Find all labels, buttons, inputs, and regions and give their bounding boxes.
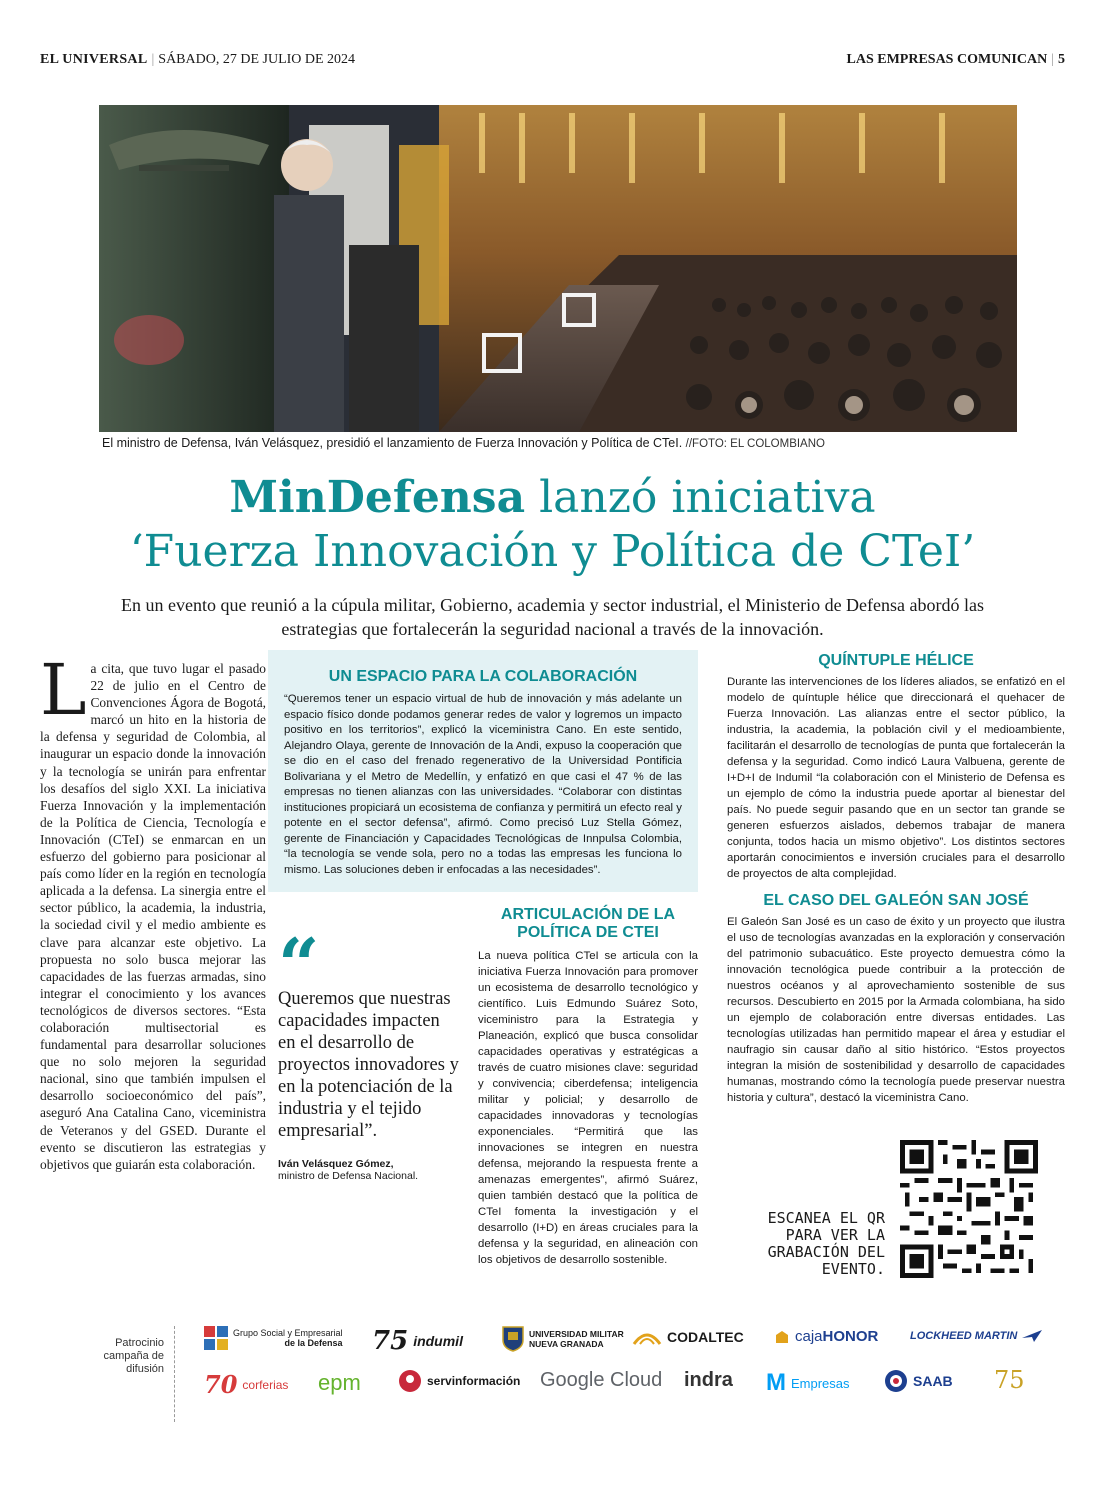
collaboration-title: UN ESPACIO PARA LA COLABORACIÓN [328, 668, 638, 685]
newspaper-name: EL UNIVERSAL [40, 52, 148, 67]
star-icon [1022, 1330, 1042, 1342]
gse-line-1: Grupo Social y Empresarial [233, 1328, 343, 1338]
articulacion-text: La nueva política CTeI se articula con la iniciativa Fuerza Innovación para promover un ecosistema de desarrollo tecnológico y científico. Luis Edmundo Suárez Soto, viceministro para la Estrategia y Planeación, explicó que busca consolidar capacidades operativas y estratégicas a través de cuatro misiones clave: seguridad y convivencia; ciberdefensa; inteligencia militar y policial; y desarrollo de capacidades innovadoras y tecnologías exponenciales. “Permitirá que las innovaciones se integren en nuestra defensa, mejorando la respuesta frente a amenazas emergentes”, afirmó Suárez, quien también destacó que la política de CTeI fomenta la investigación y el desarrollo (I+D) en áreas cruciales para la defensa y la seguridad, en alineación con los objetivos de desarrollo sostenible. [478, 950, 698, 1266]
caption-text: El ministro de Defensa, Iván Velásquez, presidió el lanzamiento de Fuerza Innovación y Política de CTeI. [102, 436, 683, 450]
logo-cajahonor [774, 1328, 878, 1345]
movistar-icon: M [766, 1369, 786, 1396]
qr-code-graphic [900, 1140, 1038, 1278]
issue-date: SÁBADO, 27 DE JULIO DE 2024 [158, 52, 356, 67]
caja-text: caja [795, 1328, 823, 1345]
helice-text: Durante las intervenciones de los líderes aliados, se enfatizó en el modelo de quíntuple hélice que direccionará el quehacer de Fuerza Innovación. Las alianzas entre el sector público, la industria, la academia, la población civil y el medioambiente, facilitarán el desarrollo de tecnologías de punta que fortalecerán la defensa y la seguridad. Como indicó Laura Valbuena, gerente de I+D+I de Indumil “la colaboración con el Ministerio de Defensa es un ejemplo de cómo la industria puede aportar al bienestar del país. No puede seguir pasando que en un sector tan grande se generen esfuerzos aislados, debemos trabajar de manera conjunta, todos hacia un mismo objetivo”. Los distintos sectores aportarán conocimientos e inversión cruciales para el desarrollo de proyectos de alta complejidad. [727, 676, 1065, 880]
helice-title: QUÍNTUPLE HÉLICE [818, 652, 974, 669]
header-separator: | [1051, 52, 1054, 67]
quote-text: Queremos que nuestras capacidades impacten en el desarrollo de proyectos innovadores y en la potenciación de la industria y el tejido empresarial”. [278, 989, 459, 1141]
logo-codaltec [632, 1328, 744, 1346]
indumil-name: indumil [413, 1333, 463, 1349]
quote-author: Iván Velásquez Gómez, [278, 1158, 394, 1170]
empresas-name: Empresas [791, 1375, 850, 1391]
arc-icon [632, 1328, 662, 1346]
logo-anniversary [994, 1366, 1025, 1394]
logo-google-cloud [540, 1369, 662, 1392]
corferias-number: 70 [204, 1370, 238, 1399]
header-separator: | [151, 52, 155, 67]
anniversary-number: 75 [994, 1366, 1025, 1394]
section-name: LAS EMPRESAS COMUNICAN [846, 52, 1048, 67]
indra-name: indra [684, 1369, 733, 1391]
gse-line-2: de la Defensa [284, 1338, 343, 1348]
logo-movistar-empresas [766, 1369, 850, 1397]
collaboration-text: “Queremos tener un espacio virtual de hub de innovación y más adelante un espacio físico donde podamos generar redes de valor y logremos un impacto positivo en los territorios”, explicó la viceministra Cano. En este sentido, Alejandro Olaya, gerente de Innovación de la Andi, expuso la cooperación que se dio en el caso del frenado regenerativo de la Universidad Pontificia Bolivariana y el Metro de Medellín, y enfatizó en que casi el 47 % de las empresas no tienen alianzas con las universidades. “Colaborar con distintas instituciones propiciará un ecosistema de confianza y permitirá un efecto real y potente en el sector defensa”, afirmó. Como precisó Luz Stella Gómez, gerente de Financiación y Capacidades Tecnológicas de Innpulsa Colombia, “la tecnología se vende sola, pero no a todas las empresas les funciona lo mismo. Las soluciones deben ir enfocadas a las necesidades”. [284, 693, 682, 876]
photo-caption [102, 436, 825, 450]
epm-name: epm [318, 1370, 361, 1395]
headline-line-1 [40, 470, 1065, 526]
crest-icon [774, 1329, 790, 1345]
servinformacion-name: servinformación [427, 1374, 521, 1388]
saab-name: SAAB [913, 1373, 953, 1389]
galeon-column [727, 892, 1065, 1106]
logo-indra [684, 1369, 733, 1392]
header-left [40, 52, 355, 68]
headline-line-2: ‘Fuerza Innovación y Política de CTeI’ [129, 526, 976, 577]
umng-text [529, 1329, 624, 1349]
puzzle-icon [204, 1326, 228, 1350]
lead-column [40, 649, 266, 1173]
umng-line-2: NUEVA GRANADA [529, 1339, 604, 1349]
quote-role: ministro de Defensa Nacional. [278, 1170, 419, 1182]
lead-text: a cita, que tuvo lugar el pasado 22 de julio en el Centro de Convenciones Ágora de Bogotá, marcó un hito en la historia de la defensa y seguridad de Colombia, al inaugurar un espacio donde la innovación y la tecnología se unirán para enfrentar los desafíos del siglo XXI. La iniciativa Fuerza Innovación y la implementación de la Política de Ciencia, Tecnología e Innovación (CTeI) se enmarcan en un esfuerzo del gobierno para posicionar al país como líder en la región en tecnología aplicada a la defensa. La sinergia entre el sector público, la academia, la industria, la sociedad civil y el medio ambiente es clave para alcanzar este objetivo. La propuesta no solo busca mejorar las capacidades de las fuerzas armadas, sino integrar el conocimiento y los avances tecnológicos de diversos sectores. “Esta colaboración multisectorial es fundamental para desarrollar soluciones que no solo mejoren la seguridad nacional, sino que también impulsen el desarrollo socioeconómico del país”, aseguró Ana Catalina Cano, viceministra de Veteranos y del GSED. Durante el evento se discutieron las estrategias y objetivos que guiarán esta colaboración. [40, 661, 266, 1172]
corferias-name: corferias [242, 1377, 289, 1392]
collaboration-box [268, 650, 698, 892]
shield-icon [502, 1326, 524, 1352]
codaltec-name: CODALTEC [667, 1329, 744, 1345]
logo-servinformacion [398, 1369, 520, 1393]
honor-text: HONOR [822, 1328, 879, 1345]
event-photo [99, 105, 1017, 432]
sponsor-divider [174, 1326, 175, 1422]
qr-code-icon[interactable] [900, 1140, 1038, 1278]
logo-saab [884, 1369, 953, 1393]
logo-indumil [372, 1326, 463, 1356]
helice-column [727, 652, 1065, 882]
logo-umng [502, 1326, 624, 1352]
quote-mark-icon: “ [278, 922, 320, 1007]
qr-label: ESCANEA EL QR PARA VER LA GRABACIÓN DEL EVENTO. [767, 1209, 885, 1278]
photo-credit: //FOTO: EL COLOMBIANO [685, 438, 825, 450]
articulacion-title: ARTICULACIÓN DE LA POLÍTICA DE CTEI [500, 906, 676, 941]
google-cloud-name: Google Cloud [540, 1369, 663, 1391]
article-deck: En un evento que reunió a la cúpula militar, Gobierno, academia y sector industrial, el Ministerio de Defensa abordó las estrategias que fortalecerán la seguridad nacional a través de la innovación. [121, 595, 984, 639]
event-photo-illustration [99, 105, 1017, 432]
gse-text [233, 1328, 343, 1348]
drop-cap: L [40, 649, 87, 731]
umng-line-1: UNIVERSIDAD MILITAR [529, 1329, 624, 1339]
logo-corferias [204, 1370, 288, 1399]
logo-epm [318, 1370, 361, 1396]
lockheed-name: LOCKHEED MARTIN [910, 1330, 1018, 1342]
pull-quote [278, 922, 460, 1182]
articulacion-column [478, 906, 698, 1268]
headline-rest: lanzó iniciativa [525, 472, 876, 523]
logo-gse-defensa [204, 1326, 343, 1350]
logo-lockheed-martin [910, 1330, 1042, 1342]
page-number: 5 [1058, 52, 1065, 67]
indumil-number: 75 [372, 1326, 409, 1356]
pin-icon [398, 1369, 422, 1393]
galeon-title: EL CASO DEL GALEÓN SAN JOSÉ [763, 892, 1029, 909]
header-right [847, 52, 1066, 68]
emblem-icon [884, 1369, 908, 1393]
sponsor-label: Patrocinio campaña de difusión [103, 1337, 164, 1375]
page-header [40, 52, 1065, 74]
galeon-text: El Galeón San José es un caso de éxito y un proyecto que ilustra el uso de tecnologías avanzadas en la exploración y conservación del patrimonio subacuático. Este proyecto demuestra cómo la innovación tecnológica puede contribuir a la protección de nuestros océanos y al aprovechamiento sostenible de sus recursos. Descubierto en 2015 por la Armada colombiana, ha sido un ejemplo de colaboración entre diversas entidades. Las tecnologías utilizadas han permitido mapear el área y estudiar el naufragio sin causar daño al sitio histórico. “Estos proyectos integran la misión de sostenibilidad y desarrollo de capacidades humanas, mostrando cómo la tecnología puede preservar nuestra historia y cultura”, destacó la viceministra Cano. [727, 916, 1065, 1104]
headline-strong: MinDefensa [229, 472, 526, 523]
